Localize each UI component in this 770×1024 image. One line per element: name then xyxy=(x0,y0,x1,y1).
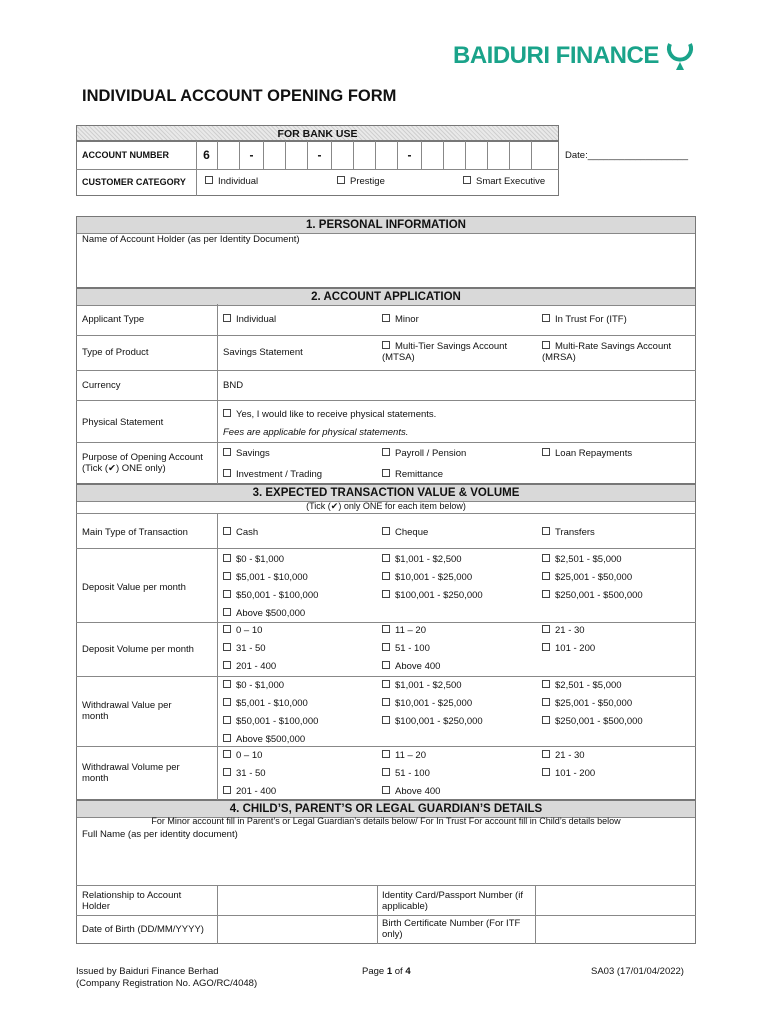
category-individual[interactable]: Individual xyxy=(205,176,258,187)
checkbox-icon xyxy=(205,176,213,184)
withdrawal-volume-label: Withdrawal Volume per month xyxy=(82,762,180,784)
checkbox-icon xyxy=(542,572,550,580)
account-digit-box[interactable] xyxy=(376,141,398,169)
checkbox-icon xyxy=(542,590,550,598)
option-item[interactable]: $100,001 - $250,000 xyxy=(382,716,483,727)
option-item[interactable]: Above $500,000 xyxy=(223,608,305,619)
currency-value: BND xyxy=(223,380,244,391)
option-item[interactable]: $5,001 - $10,000 xyxy=(223,698,308,709)
name-input[interactable] xyxy=(82,250,690,284)
checkbox-icon xyxy=(223,768,231,776)
full-name-label: Full Name (as per identity document) xyxy=(82,829,238,840)
footer-issuer: Issued by Baiduri Finance Berhad xyxy=(76,966,219,977)
withdrawal-value-label: Withdrawal Value per month xyxy=(82,700,172,722)
purpose-savings[interactable]: Savings xyxy=(223,448,270,459)
bank-use-header: FOR BANK USE xyxy=(76,125,559,141)
physical-label: Physical Statement xyxy=(82,417,164,428)
account-digit-box[interactable] xyxy=(510,141,532,169)
checkbox-icon xyxy=(382,750,390,758)
birth-cert-input[interactable] xyxy=(537,917,694,942)
purpose-remittance[interactable]: Remittance xyxy=(382,469,443,480)
option-item[interactable]: $25,001 - $50,000 xyxy=(542,698,632,709)
applicant-itf[interactable]: In Trust For (ITF) xyxy=(542,314,627,325)
footer-code: SA03 (17/01/04/2022) xyxy=(591,966,684,977)
purpose-loan[interactable]: Loan Repayments xyxy=(542,448,632,459)
dob-label: Date of Birth (DD/MM/YYYY) xyxy=(82,924,204,935)
option-item[interactable]: 0 – 10 xyxy=(223,625,262,636)
account-digit-box[interactable] xyxy=(264,141,286,169)
option-item[interactable]: Above 400 xyxy=(382,786,440,797)
checkbox-icon xyxy=(542,768,550,776)
applicant-individual[interactable]: Individual xyxy=(223,314,276,325)
checkbox-icon xyxy=(382,698,390,706)
option-item[interactable]: 31 - 50 xyxy=(223,768,266,779)
section-3-subtitle: (Tick (✔) only ONE for each item below) xyxy=(306,501,466,511)
option-item[interactable]: 21 - 30 xyxy=(542,625,585,636)
account-digit-box[interactable]: 6 xyxy=(196,141,218,169)
option-item[interactable]: $25,001 - $50,000 xyxy=(542,572,632,583)
customer-category-label: CUSTOMER CATEGORY xyxy=(82,177,186,187)
category-prestige[interactable]: Prestige xyxy=(337,176,385,187)
account-digit-box[interactable]: - xyxy=(398,141,422,169)
logo-mark-icon xyxy=(664,36,696,76)
checkbox-icon xyxy=(382,554,390,562)
date-field[interactable]: Date:___________________ xyxy=(565,150,689,161)
account-digit-box[interactable] xyxy=(354,141,376,169)
full-name-input[interactable] xyxy=(82,842,690,882)
form-title: INDIVIDUAL ACCOUNT OPENING FORM xyxy=(82,87,397,105)
checkbox-icon xyxy=(382,680,390,688)
account-digit-box[interactable] xyxy=(332,141,354,169)
account-digit-box[interactable]: - xyxy=(308,141,332,169)
checkbox-icon xyxy=(223,750,231,758)
checkbox-icon xyxy=(542,643,550,651)
option-item[interactable]: $5,001 - $10,000 xyxy=(223,572,308,583)
applicant-type-label: Applicant Type xyxy=(82,314,145,325)
checkbox-icon xyxy=(542,554,550,562)
option-item[interactable]: $50,001 - $100,000 xyxy=(223,716,318,727)
option-item[interactable]: 201 - 400 xyxy=(223,786,276,797)
birth-cert-label: Birth Certificate Number (For ITF only) xyxy=(382,918,521,940)
option-item[interactable]: 11 – 20 xyxy=(382,750,426,761)
checkbox-icon xyxy=(542,750,550,758)
checkbox-icon xyxy=(382,625,390,633)
checkbox-icon xyxy=(223,716,231,724)
account-number-label: ACCOUNT NUMBER xyxy=(82,150,169,160)
checkbox-icon xyxy=(223,554,231,562)
physical-note: Fees are applicable for physical statements. xyxy=(223,427,409,438)
category-smart-executive[interactable]: Smart Executive xyxy=(463,176,545,187)
product-mrsa[interactable]: Multi-Rate Savings Account (MRSA) xyxy=(542,341,672,363)
dob-input[interactable] xyxy=(219,917,375,942)
option-item[interactable]: $10,001 - $25,000 xyxy=(382,572,472,583)
option-item[interactable]: 0 – 10 xyxy=(223,750,262,761)
account-digit-box[interactable] xyxy=(488,141,510,169)
purpose-payroll[interactable]: Payroll / Pension xyxy=(382,448,466,459)
checkbox-icon xyxy=(382,716,390,724)
option-item[interactable]: $1,001 - $2,500 xyxy=(382,680,462,691)
account-digit-box[interactable] xyxy=(444,141,466,169)
checkbox-icon xyxy=(223,608,231,616)
checkbox-icon xyxy=(542,680,550,688)
checkbox-icon xyxy=(382,768,390,776)
account-digit-box[interactable] xyxy=(466,141,488,169)
checkbox-icon xyxy=(223,572,231,580)
purpose-label: Purpose of Opening Account (Tick (✔) ONE only) xyxy=(82,452,203,474)
account-digit-box[interactable] xyxy=(286,141,308,169)
checkbox-icon xyxy=(223,625,231,633)
main-type-cash[interactable]: Cash xyxy=(223,527,258,538)
checkbox-icon xyxy=(382,590,390,598)
section-3-title: 3. EXPECTED TRANSACTION VALUE & VOLUME xyxy=(76,484,696,502)
deposit-volume-label: Deposit Volume per month xyxy=(82,644,194,655)
option-item[interactable]: 51 - 100 xyxy=(382,643,430,654)
name-label: Name of Account Holder (as per Identity Document) xyxy=(82,234,300,245)
option-item[interactable]: $0 - $1,000 xyxy=(223,554,284,565)
checkbox-icon xyxy=(542,716,550,724)
deposit-value-label: Deposit Value per month xyxy=(82,582,186,593)
checkbox-icon xyxy=(223,590,231,598)
product-value: Savings Statement xyxy=(223,347,303,358)
checkbox-icon xyxy=(463,176,471,184)
footer-registration: (Company Registration No. AGO/RC/4048) xyxy=(76,978,258,989)
option-item[interactable]: 31 - 50 xyxy=(223,643,266,654)
checkbox-icon xyxy=(382,661,390,669)
ic-label: Identity Card/Passport Number (if applicable) xyxy=(382,890,523,912)
checkbox-icon xyxy=(223,661,231,669)
account-digit-box[interactable]: - xyxy=(240,141,264,169)
option-item[interactable]: $250,001 - $500,000 xyxy=(542,590,643,601)
footer-page: Page 1 of 4 xyxy=(362,966,411,977)
account-digit-box[interactable] xyxy=(218,141,240,169)
checkbox-icon xyxy=(223,680,231,688)
option-item[interactable]: $250,001 - $500,000 xyxy=(542,716,643,727)
option-item[interactable]: $1,001 - $2,500 xyxy=(382,554,462,565)
option-item[interactable]: $10,001 - $25,000 xyxy=(382,698,472,709)
brand-logo: BAIDURI FINANCE xyxy=(453,42,659,69)
option-item[interactable]: $0 - $1,000 xyxy=(223,680,284,691)
option-item[interactable]: 201 - 400 xyxy=(223,661,276,672)
product-label: Type of Product xyxy=(82,347,149,358)
option-item[interactable]: 11 – 20 xyxy=(382,625,426,636)
applicant-minor[interactable]: Minor xyxy=(382,314,419,325)
purpose-investment[interactable]: Investment / Trading xyxy=(223,469,322,480)
section-4-title: 4. CHILD’S, PARENT’S OR LEGAL GUARDIAN’S DETAILS xyxy=(76,800,696,818)
section-1-title: 1. PERSONAL INFORMATION xyxy=(76,216,696,234)
account-digit-box[interactable] xyxy=(422,141,444,169)
option-item[interactable]: $50,001 - $100,000 xyxy=(223,590,318,601)
option-item[interactable]: 101 - 200 xyxy=(542,768,595,779)
option-item[interactable]: 51 - 100 xyxy=(382,768,430,779)
section-4-subtitle: For Minor account fill in Parent’s or Legal Guardian’s details below/ For In Trust For account fill in Child’s details below xyxy=(151,816,621,826)
relationship-label: Relationship to Account Holder xyxy=(82,890,182,912)
main-type-cheque[interactable]: Cheque xyxy=(382,527,428,538)
section-2-title: 2. ACCOUNT APPLICATION xyxy=(76,288,696,306)
account-number-boxes[interactable] xyxy=(196,141,532,169)
option-item[interactable]: 21 - 30 xyxy=(542,750,585,761)
checkbox-icon xyxy=(382,786,390,794)
ic-input[interactable] xyxy=(537,887,694,913)
checkbox-icon xyxy=(382,572,390,580)
option-item[interactable]: $2,501 - $5,000 xyxy=(542,680,622,691)
option-item[interactable]: $2,501 - $5,000 xyxy=(542,554,622,565)
relationship-input[interactable] xyxy=(219,887,375,913)
checkbox-icon xyxy=(337,176,345,184)
option-item[interactable]: $100,001 - $250,000 xyxy=(382,590,483,601)
currency-label: Currency xyxy=(82,380,121,391)
product-mtsa[interactable]: Multi-Tier Savings Account (MTSA) xyxy=(382,341,508,363)
option-item[interactable]: Above $500,000 xyxy=(223,734,305,745)
checkbox-icon xyxy=(223,643,231,651)
checkbox-icon xyxy=(542,625,550,633)
physical-opt[interactable]: Yes, I would like to receive physical statements. xyxy=(223,409,436,420)
checkbox-icon xyxy=(542,698,550,706)
checkbox-icon xyxy=(223,734,231,742)
checkbox-icon xyxy=(223,786,231,794)
main-type-transfers[interactable]: Transfers xyxy=(542,527,595,538)
option-item[interactable]: 101 - 200 xyxy=(542,643,595,654)
option-item[interactable]: Above 400 xyxy=(382,661,440,672)
checkbox-icon xyxy=(223,698,231,706)
checkbox-icon xyxy=(382,643,390,651)
main-type-label: Main Type of Transaction xyxy=(82,527,188,538)
